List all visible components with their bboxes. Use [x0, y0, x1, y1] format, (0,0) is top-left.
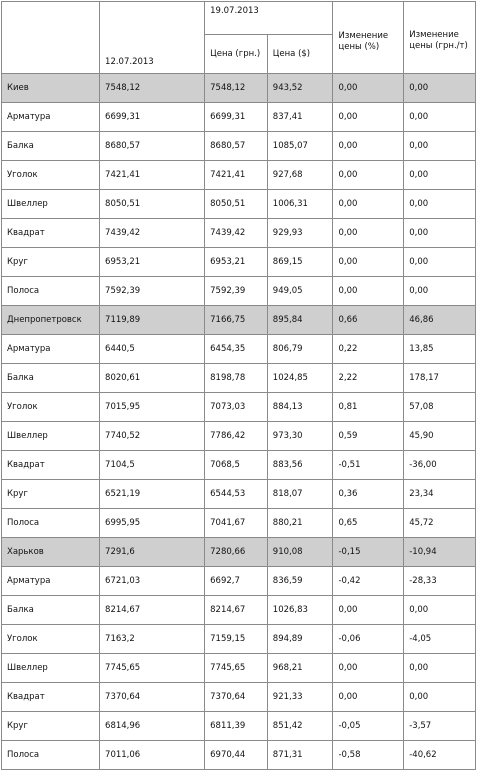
product-name-cell: Уголок [2, 161, 99, 189]
price-usd-cell: 910,08 [268, 538, 333, 566]
change-pct-cell: 0,59 [333, 422, 403, 450]
change-uah-cell: 0,00 [404, 219, 475, 247]
change-uah-cell: 0,00 [404, 248, 475, 276]
price-uah-cell: 6699,31 [205, 103, 267, 131]
product-row [2, 161, 475, 189]
product-name-cell: Квадрат [2, 219, 99, 247]
change-uah-cell: 45,72 [404, 509, 475, 537]
price-uah-cell: 8198,78 [205, 364, 267, 392]
change-uah-cell: 13,85 [404, 335, 475, 363]
price-prev-cell: 6521,19 [100, 480, 204, 508]
product-name-cell: Полоса [2, 509, 99, 537]
price-usd-cell: 806,79 [268, 335, 333, 363]
product-row [2, 190, 475, 218]
price-prev-cell: 8214,67 [100, 596, 204, 624]
change-uah-cell: -36,00 [404, 451, 475, 479]
price-prev-cell: 7370,64 [100, 683, 204, 711]
product-name-cell: Арматура [2, 103, 99, 131]
price-uah-cell: 7280,66 [205, 538, 267, 566]
change-pct-cell: 0,00 [333, 161, 403, 189]
change-uah-cell: -10,94 [404, 538, 475, 566]
header-date-prev: 12.07.2013 [100, 2, 204, 73]
change-uah-cell: 0,00 [404, 277, 475, 305]
product-row [2, 741, 475, 769]
product-row [2, 364, 475, 392]
price-prev-cell: 7015,95 [100, 393, 204, 421]
price-usd-cell: 1006,31 [268, 190, 333, 218]
price-prev-cell: 6721,03 [100, 567, 204, 595]
change-pct-cell: -0,51 [333, 451, 403, 479]
price-usd-cell: 929,93 [268, 219, 333, 247]
price-usd-cell: 836,59 [268, 567, 333, 595]
change-uah-cell: -4,05 [404, 625, 475, 653]
product-name-cell: Арматура [2, 335, 99, 363]
price-usd-cell: 968,21 [268, 654, 333, 682]
change-pct-cell: 0,00 [333, 190, 403, 218]
city-name-cell: Харьков [2, 538, 99, 566]
change-pct-cell: 0,00 [333, 277, 403, 305]
change-pct-cell: 0,65 [333, 509, 403, 537]
price-uah-cell: 7159,15 [205, 625, 267, 653]
price-prev-cell: 7421,41 [100, 161, 204, 189]
change-uah-cell: -3,57 [404, 712, 475, 740]
change-uah-cell: 23,34 [404, 480, 475, 508]
price-uah-cell: 6811,39 [205, 712, 267, 740]
price-prev-cell: 7011,06 [100, 741, 204, 769]
product-name-cell: Круг [2, 248, 99, 276]
price-usd-cell: 871,31 [268, 741, 333, 769]
product-name-cell: Арматура [2, 567, 99, 595]
product-row [2, 451, 475, 479]
price-usd-cell: 943,52 [268, 74, 333, 102]
price-prev-cell: 7745,65 [100, 654, 204, 682]
change-pct-cell: -0,42 [333, 567, 403, 595]
city-row [2, 74, 475, 102]
change-uah-cell: 45,90 [404, 422, 475, 450]
change-uah-cell: 0,00 [404, 161, 475, 189]
price-prev-cell: 7104,5 [100, 451, 204, 479]
price-usd-cell: 818,07 [268, 480, 333, 508]
change-uah-cell: 0,00 [404, 654, 475, 682]
price-table [1, 1, 476, 770]
price-usd-cell: 851,42 [268, 712, 333, 740]
product-name-cell: Балка [2, 364, 99, 392]
price-uah-cell: 7439,42 [205, 219, 267, 247]
price-prev-cell: 8680,57 [100, 132, 204, 160]
price-usd-cell: 921,33 [268, 683, 333, 711]
price-uah-cell: 7421,41 [205, 161, 267, 189]
change-uah-cell: 0,00 [404, 132, 475, 160]
price-usd-cell: 949,05 [268, 277, 333, 305]
price-prev-cell: 7592,39 [100, 277, 204, 305]
change-pct-cell: 0,00 [333, 132, 403, 160]
change-uah-cell: -28,33 [404, 567, 475, 595]
price-prev-cell: 7740,52 [100, 422, 204, 450]
price-uah-cell: 7786,42 [205, 422, 267, 450]
price-uah-cell: 7745,65 [205, 654, 267, 682]
product-name-cell: Квадрат [2, 683, 99, 711]
change-pct-cell: -0,06 [333, 625, 403, 653]
price-uah-cell: 7166,75 [205, 306, 267, 334]
price-prev-cell: 8020,61 [100, 364, 204, 392]
price-usd-cell: 880,21 [268, 509, 333, 537]
change-pct-cell: 0,00 [333, 654, 403, 682]
price-prev-cell: 6995,95 [100, 509, 204, 537]
product-row [2, 596, 475, 624]
price-uah-cell: 8680,57 [205, 132, 267, 160]
price-uah-cell: 6454,35 [205, 335, 267, 363]
product-row [2, 393, 475, 421]
change-pct-cell: -0,05 [333, 712, 403, 740]
city-row [2, 538, 475, 566]
price-usd-cell: 869,15 [268, 248, 333, 276]
price-uah-cell: 7548,12 [205, 74, 267, 102]
change-uah-cell: 178,17 [404, 364, 475, 392]
change-pct-cell: 0,66 [333, 306, 403, 334]
price-uah-cell: 7592,39 [205, 277, 267, 305]
price-prev-cell: 8050,51 [100, 190, 204, 218]
change-uah-cell: 0,00 [404, 596, 475, 624]
product-name-cell: Полоса [2, 277, 99, 305]
price-prev-cell: 7163,2 [100, 625, 204, 653]
product-name-cell: Швеллер [2, 422, 99, 450]
change-pct-cell: 0,00 [333, 103, 403, 131]
change-uah-cell: -40,62 [404, 741, 475, 769]
change-uah-cell: 0,00 [404, 74, 475, 102]
product-row [2, 132, 475, 160]
city-row [2, 306, 475, 334]
product-name-cell: Балка [2, 132, 99, 160]
price-prev-cell: 6953,21 [100, 248, 204, 276]
change-uah-cell: 0,00 [404, 190, 475, 218]
product-row [2, 103, 475, 131]
price-uah-cell: 6692,7 [205, 567, 267, 595]
price-uah-cell: 6544,53 [205, 480, 267, 508]
price-prev-cell: 7548,12 [100, 74, 204, 102]
change-pct-cell: 0,00 [333, 683, 403, 711]
change-pct-cell: 0,36 [333, 480, 403, 508]
product-row [2, 480, 475, 508]
price-prev-cell: 6440,5 [100, 335, 204, 363]
product-row [2, 625, 475, 653]
product-row [2, 422, 475, 450]
price-uah-cell: 7041,67 [205, 509, 267, 537]
header-price-uah: Цена (грн.) [205, 35, 267, 73]
price-usd-cell: 1085,07 [268, 132, 333, 160]
product-row [2, 509, 475, 537]
price-usd-cell: 884,13 [268, 393, 333, 421]
product-name-cell: Квадрат [2, 451, 99, 479]
change-uah-cell: 0,00 [404, 103, 475, 131]
product-name-cell: Швеллер [2, 190, 99, 218]
price-table-container [1, 1, 477, 770]
change-pct-cell: 0,22 [333, 335, 403, 363]
change-pct-cell: 0,00 [333, 596, 403, 624]
change-pct-cell: 0,00 [333, 219, 403, 247]
price-uah-cell: 7370,64 [205, 683, 267, 711]
price-prev-cell: 7119,89 [100, 306, 204, 334]
price-usd-cell: 1024,85 [268, 364, 333, 392]
price-usd-cell: 883,56 [268, 451, 333, 479]
product-row [2, 712, 475, 740]
header-change-pct: Изменение цены (%) [333, 2, 403, 73]
header-empty-cell [2, 2, 99, 73]
change-uah-cell: 57,08 [404, 393, 475, 421]
price-usd-cell: 1026,83 [268, 596, 333, 624]
product-row [2, 335, 475, 363]
price-prev-cell: 6814,96 [100, 712, 204, 740]
price-uah-cell: 8050,51 [205, 190, 267, 218]
change-pct-cell: 0,00 [333, 248, 403, 276]
change-uah-cell: 0,00 [404, 683, 475, 711]
price-usd-cell: 895,84 [268, 306, 333, 334]
header-date-curr: 19.07.2013 [205, 2, 332, 34]
change-pct-cell: 0,81 [333, 393, 403, 421]
product-name-cell: Уголок [2, 625, 99, 653]
header-row-dates [2, 2, 475, 34]
city-name-cell: Днепропетровск [2, 306, 99, 334]
change-pct-cell: -0,15 [333, 538, 403, 566]
price-prev-cell: 7291,6 [100, 538, 204, 566]
product-row [2, 219, 475, 247]
price-prev-cell: 6699,31 [100, 103, 204, 131]
change-pct-cell: -0,58 [333, 741, 403, 769]
price-usd-cell: 973,30 [268, 422, 333, 450]
price-uah-cell: 6970,44 [205, 741, 267, 769]
product-row [2, 248, 475, 276]
price-uah-cell: 6953,21 [205, 248, 267, 276]
price-uah-cell: 8214,67 [205, 596, 267, 624]
product-name-cell: Круг [2, 480, 99, 508]
city-name-cell: Киев [2, 74, 99, 102]
product-name-cell: Полоса [2, 741, 99, 769]
product-row [2, 654, 475, 682]
price-uah-cell: 7068,5 [205, 451, 267, 479]
product-row [2, 277, 475, 305]
product-name-cell: Балка [2, 596, 99, 624]
change-pct-cell: 2,22 [333, 364, 403, 392]
price-usd-cell: 927,68 [268, 161, 333, 189]
product-row [2, 567, 475, 595]
product-name-cell: Уголок [2, 393, 99, 421]
change-uah-cell: 46,86 [404, 306, 475, 334]
header-price-usd: Цена ($) [268, 35, 333, 73]
header-change-uah: Изменение цены (грн./т) [404, 2, 475, 73]
product-row [2, 683, 475, 711]
price-usd-cell: 837,41 [268, 103, 333, 131]
price-usd-cell: 894,89 [268, 625, 333, 653]
product-name-cell: Швеллер [2, 654, 99, 682]
product-name-cell: Круг [2, 712, 99, 740]
change-pct-cell: 0,00 [333, 74, 403, 102]
price-prev-cell: 7439,42 [100, 219, 204, 247]
price-uah-cell: 7073,03 [205, 393, 267, 421]
